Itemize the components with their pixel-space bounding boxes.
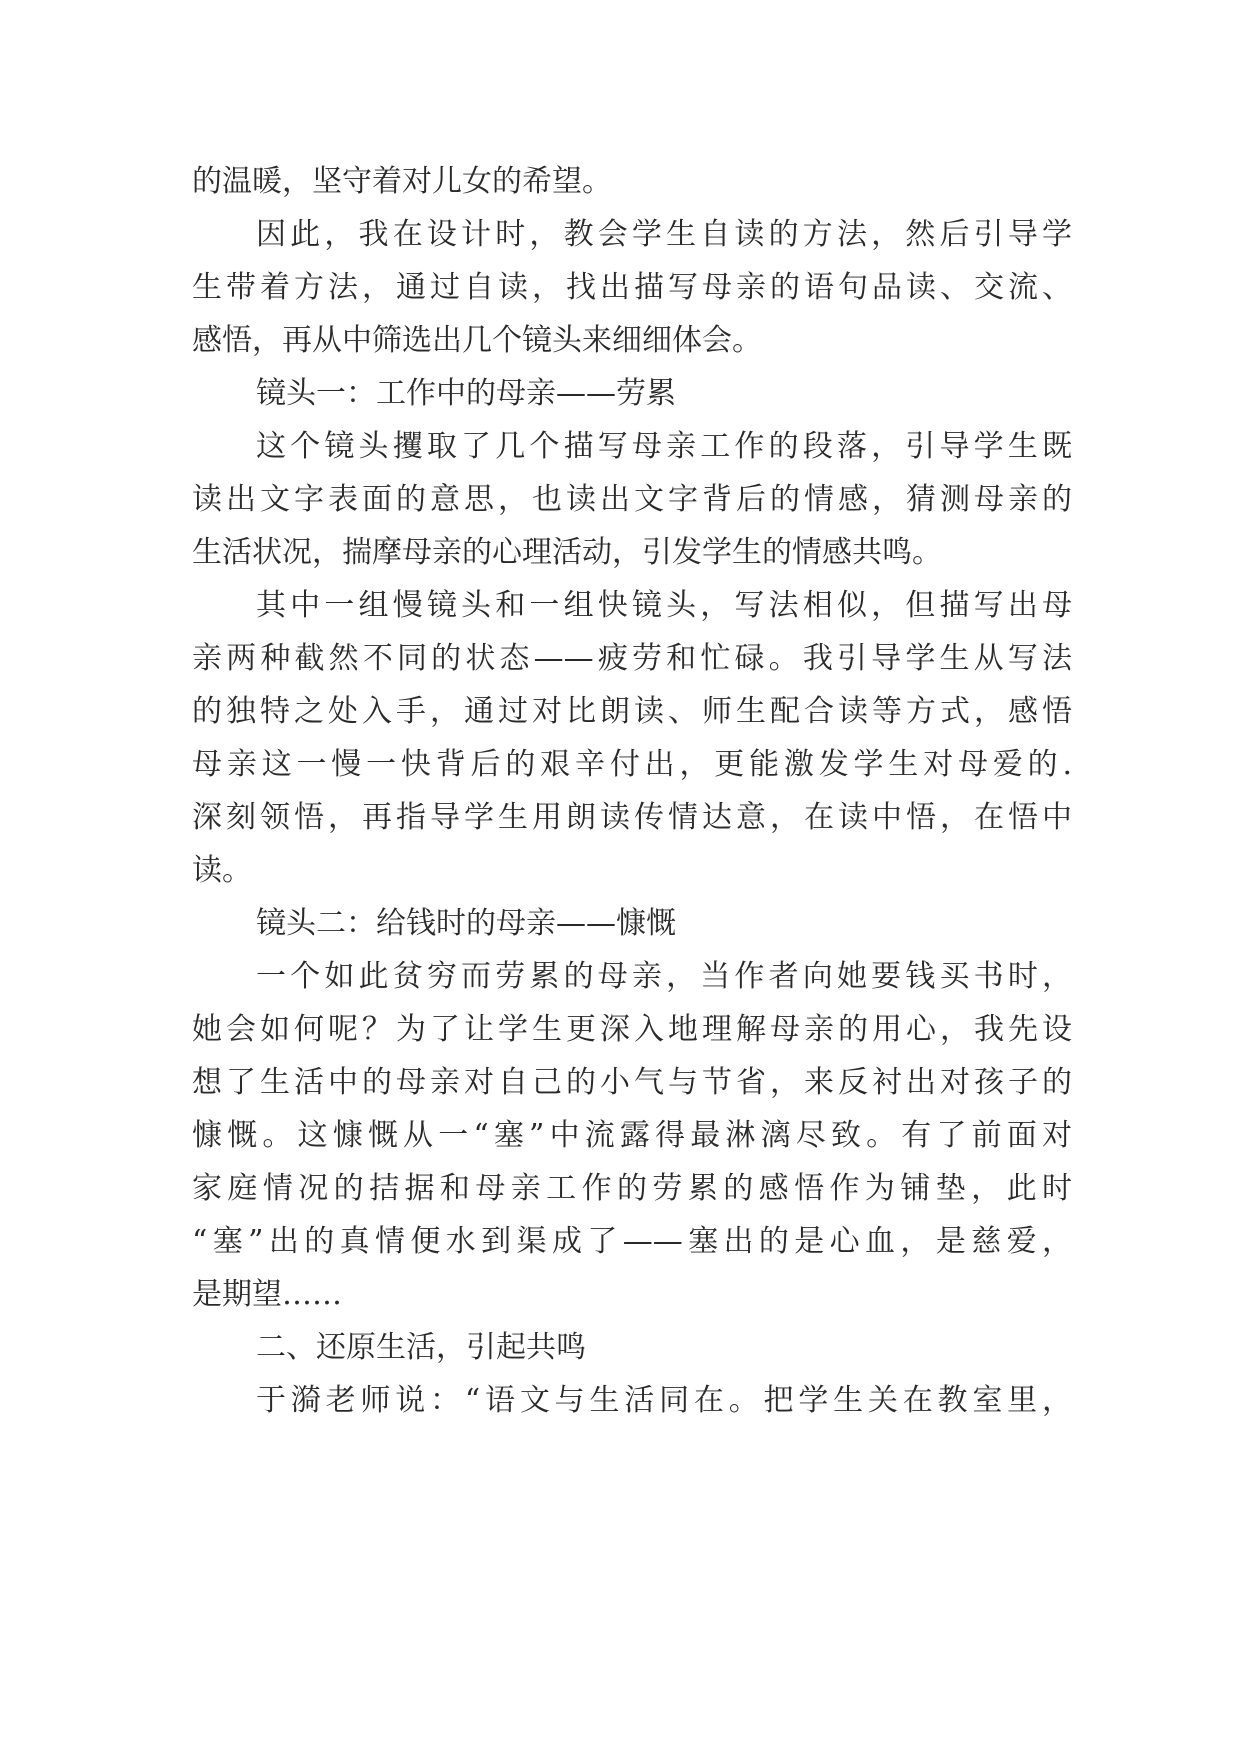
text-line-12: 母亲这一慢一快背后的艰辛付出，更能激发学生对母爱的. — [192, 747, 1072, 782]
text-line-8: 生活状况，揣摩母亲的心理活动，引发学生的情感共鸣。 — [192, 535, 942, 570]
text-line-22: 是期望…… — [192, 1277, 342, 1312]
text-line-2: 因此，我在设计时，教会学生自读的方法，然后引导学 — [256, 217, 1072, 252]
text-line-19: 慷慨。这慷慨从一“塞”中流露得最淋漓尽致。有了前面对 — [192, 1118, 1072, 1153]
section-heading-2: 镜头二：给钱时的母亲——慷慨 — [256, 906, 676, 941]
text-line-9: 其中一组慢镜头和一组快镜头，写法相似，但描写出母 — [256, 588, 1072, 623]
text-line-4: 感悟，再从中筛选出几个镜头来细细体会。 — [192, 323, 762, 358]
text-line-18: 想了生活中的母亲对自己的小气与节省，来反衬出对孩子的 — [192, 1065, 1072, 1100]
text-line-21: “塞”出的真情便水到渠成了——塞出的是心血，是慈爱， — [192, 1224, 1072, 1259]
text-line-17: 她会如何呢？为了让学生更深入地理解母亲的用心，我先设 — [192, 1012, 1072, 1047]
text-line-10: 亲两种截然不同的状态——疲劳和忙碌。我引导学生从写法 — [192, 641, 1072, 676]
text-line-24: 于漪老师说：“语文与生活同在。把学生关在教室里， — [256, 1383, 1072, 1418]
text-line-3: 生带着方法，通过自读，找出描写母亲的语句品读、交流、 — [192, 270, 1072, 305]
section-heading-1: 镜头一：工作中的母亲——劳累 — [256, 376, 676, 411]
text-line-6: 这个镜头攫取了几个描写母亲工作的段落，引导学生既 — [256, 429, 1072, 464]
text-line-14: 读。 — [192, 853, 252, 888]
text-line-7: 读出文字表面的意思，也读出文字背后的情感，猜测母亲的 — [192, 482, 1072, 517]
text-line-11: 的独特之处入手，通过对比朗读、师生配合读等方式，感悟 — [192, 694, 1072, 729]
section-heading-3: 二、还原生活，引起共鸣 — [256, 1330, 586, 1365]
text-line-20: 家庭情况的拮据和母亲工作的劳累的感悟作为铺垫，此时 — [192, 1171, 1072, 1206]
text-line-13: 深刻领悟，再指导学生用朗读传情达意，在读中悟，在悟中 — [192, 800, 1072, 835]
text-line-1: 的温暖，坚守着对儿女的希望。 — [192, 164, 612, 199]
text-line-16: 一个如此贫穷而劳累的母亲，当作者向她要钱买书时， — [256, 959, 1072, 994]
